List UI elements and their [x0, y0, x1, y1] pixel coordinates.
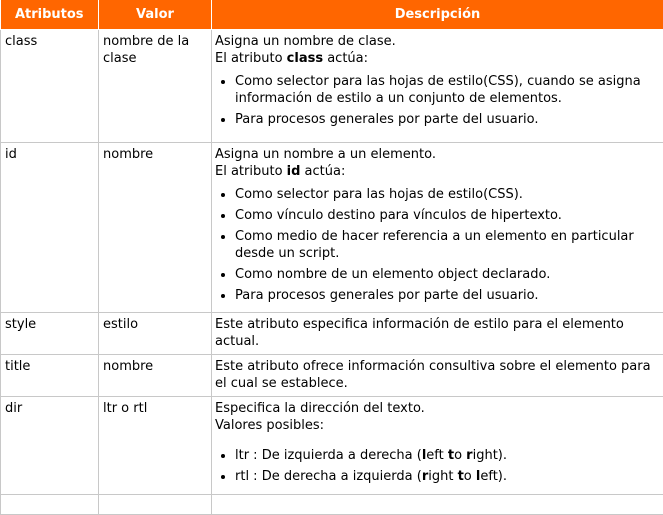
- description-line: El atributo class actúa:: [215, 50, 659, 67]
- value-cell: nombre: [99, 143, 212, 313]
- header-attributes: Atributos: [1, 0, 99, 30]
- description-line: Valores posibles:: [215, 417, 659, 434]
- list-item: • Como selector para las hojas de estilo(CSS), cuando se asigna información de estilo a un conjunto de elementos.: [235, 73, 659, 107]
- header-row: [1, 0, 663, 30]
- list-item: • Como selector para las hojas de estilo(CSS).: [235, 186, 659, 203]
- attribute-cell: id: [1, 143, 99, 313]
- description-line: Asigna un nombre de clase.: [215, 33, 659, 50]
- list-item: • Para procesos generales por parte del usuario.: [235, 287, 659, 304]
- description-cell: [212, 143, 663, 313]
- header-description: Descripción: [212, 0, 663, 30]
- attribute-cell: style: [1, 313, 99, 355]
- description-line: Especifica la dirección del texto.: [215, 400, 659, 417]
- value-cell: ltr o rtl: [99, 397, 212, 495]
- table-row-style: [1, 313, 663, 355]
- value-cell: estilo: [99, 313, 212, 355]
- attribute-cell: dir: [1, 397, 99, 495]
- attribute-keyword: class: [287, 51, 323, 66]
- description-line: El atributo id actúa:: [215, 163, 659, 180]
- table-row-id: [1, 143, 663, 313]
- list-item: • Para procesos generales por parte del usuario.: [235, 111, 659, 128]
- list-item: • Como medio de hacer referencia a un elemento en particular desde un script.: [235, 228, 659, 262]
- list-item: • Como vínculo destino para vínculos de hipertexto.: [235, 207, 659, 224]
- description-cell: Este atributo ofrece información consultiva sobre el elemento para el cual se establece.: [212, 355, 663, 397]
- description-cell: [212, 397, 663, 495]
- value-cell: nombre: [99, 355, 212, 397]
- bullet-list: [215, 186, 659, 304]
- table-row-class: [1, 30, 663, 143]
- list-item: • rtl : De derecha a izquierda (right to left).: [235, 468, 659, 485]
- attribute-cell: class: [1, 30, 99, 143]
- description-cell: Este atributo especifica información de estilo para el elemento actual.: [212, 313, 663, 355]
- description-cell: [212, 30, 663, 143]
- description-line: Asigna un nombre a un elemento.: [215, 146, 659, 163]
- attribute-keyword: id: [287, 164, 301, 179]
- attribute-cell: title: [1, 355, 99, 397]
- bullet-list: [215, 447, 659, 485]
- table-row-dir: [1, 397, 663, 495]
- list-item: • Como nombre de un elemento object declarado.: [235, 266, 659, 283]
- list-item: • ltr : De izquierda a derecha (left to right).: [235, 447, 659, 464]
- table-row-title: [1, 355, 663, 397]
- bullet-list: [215, 73, 659, 128]
- value-cell: nombre de la clase: [99, 30, 212, 143]
- header-value: Valor: [99, 0, 212, 30]
